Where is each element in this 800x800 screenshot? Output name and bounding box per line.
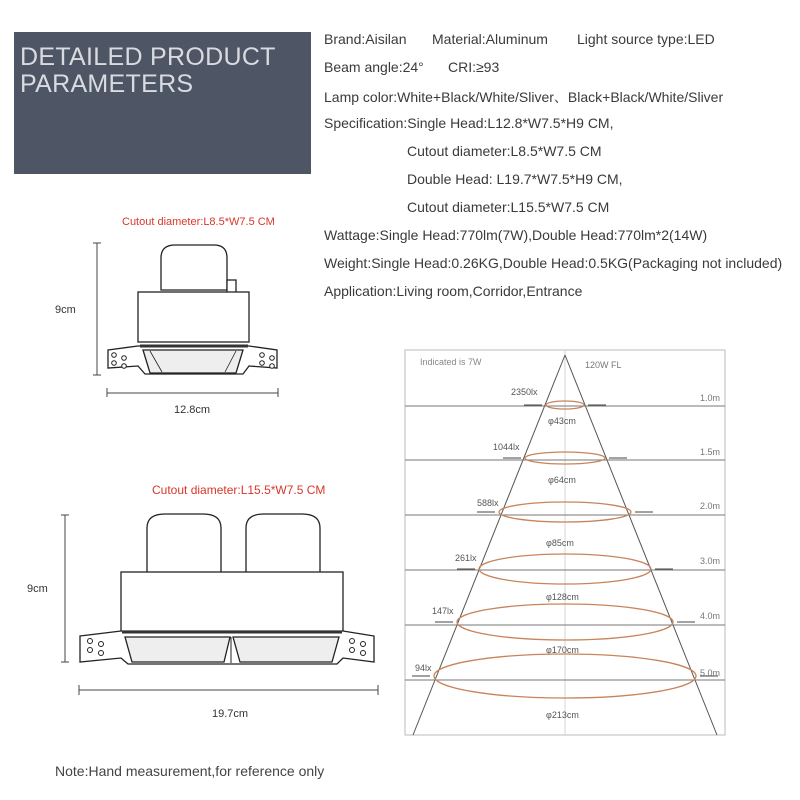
double-lamp-body [80, 514, 374, 664]
diameter-label: φ43cm [548, 416, 576, 426]
spec-lamp-color: Lamp color:White+Black/White/Sliver、Black+Black/White/Sliver [324, 89, 724, 105]
diameter-label: φ64cm [548, 475, 576, 485]
single-lamp-tab [227, 280, 236, 293]
distance-label: 3.0m [700, 556, 721, 566]
double-lamp-cap-right [246, 514, 320, 573]
double-height-label: 9cm [27, 583, 48, 595]
single-lamp-housing [138, 292, 249, 342]
single-height-label: 9cm [55, 304, 76, 316]
single-lamp-body [108, 245, 277, 374]
footnote: Note:Hand measurement,for reference only [55, 763, 325, 779]
spec-cutout-single: Cutout diameter:L8.5*W7.5 CM [407, 143, 602, 159]
single-lamp-reflector [143, 350, 243, 373]
single-cutout-label: Cutout diameter:L8.5*W7.5 CM [122, 216, 275, 228]
diameter-label: φ85cm [546, 538, 574, 548]
spec-brand: Brand:Aisilan [324, 31, 407, 47]
beam-header-label: 120W FL [585, 360, 622, 370]
double-lamp-housing [121, 572, 343, 632]
double-lamp-reflector-right [233, 637, 339, 662]
distance-label: 5.0m [700, 668, 721, 678]
spec-wattage: Wattage:Single Head:770lm(7W),Double Head:770lm*2(14W) [324, 227, 708, 243]
spec-double-head: Double Head: L19.7*W7.5*H9 CM, [407, 171, 623, 187]
diameter-label: φ213cm [546, 710, 579, 720]
single-lamp-diagram [55, 216, 278, 416]
double-lamp-diagram [27, 483, 378, 720]
double-lamp-reflector-left [125, 637, 230, 662]
spec-material: Material:Aluminum [432, 31, 548, 47]
lux-label: 1044lx [493, 442, 520, 452]
distance-label: 2.0m [700, 501, 721, 511]
spec-light-source: Light source type:LED [577, 31, 715, 47]
distance-label: 1.5m [700, 447, 721, 457]
lux-label: 588lx [477, 498, 499, 508]
distance-label: 1.0m [700, 393, 721, 403]
spec-single-head: Specification:Single Head:L12.8*W7.5*H9 CM, [324, 115, 614, 131]
spec-beam-angle: Beam angle:24° [324, 59, 424, 75]
single-width-label: 12.8cm [174, 404, 211, 416]
single-lamp-cap [161, 245, 227, 290]
spec-weight: Weight:Single Head:0.26KG,Double Head:0.5KG(Packaging not included) [324, 255, 783, 271]
spec-cri: CRI:≥93 [448, 59, 500, 75]
double-cutout-label: Cutout diameter:L15.5*W7.5 CM [152, 483, 326, 497]
diameter-label: φ170cm [546, 645, 579, 655]
lux-label: 147lx [432, 606, 454, 616]
lux-label: 2350lx [511, 387, 538, 397]
spec-cutout-double: Cutout diameter:L15.5*W7.5 CM [407, 199, 610, 215]
lux-label: 261lx [455, 553, 477, 563]
spec-application: Application:Living room,Corridor,Entrance [324, 283, 583, 299]
beam-indicated-label: Indicated is 7W [420, 357, 482, 367]
double-width-label: 19.7cm [212, 708, 249, 720]
double-lamp-cap-left [147, 514, 221, 573]
banner-title: DETAILED PRODUCT PARAMETERS [20, 43, 276, 98]
diameter-label: φ128cm [546, 592, 579, 602]
beam-chart [405, 350, 725, 735]
lux-label: 94lx [415, 663, 432, 673]
distance-label: 4.0m [700, 611, 721, 621]
